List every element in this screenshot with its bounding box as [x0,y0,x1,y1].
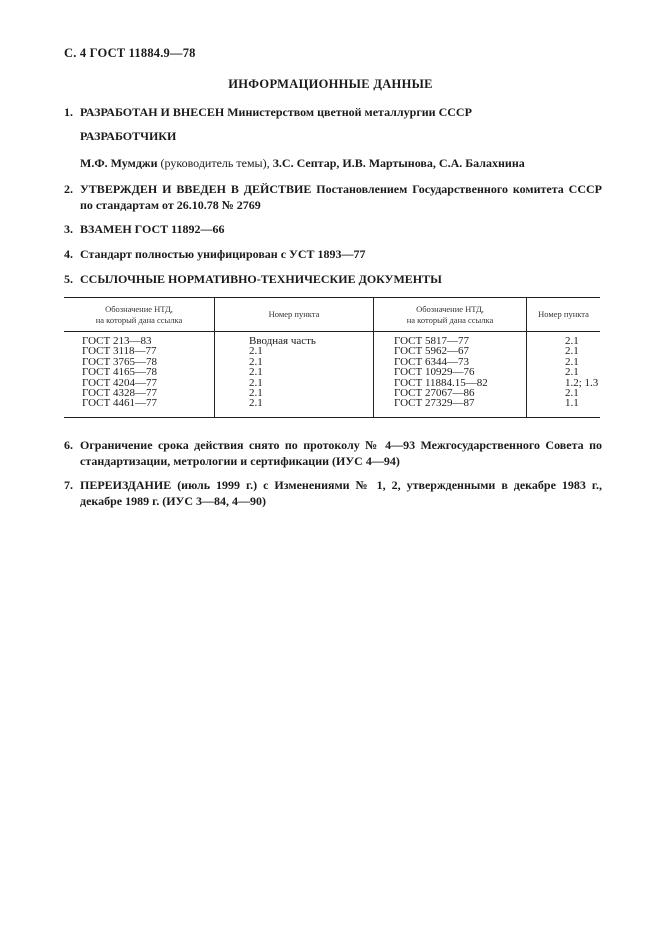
item-approved [64,181,602,213]
right-points-column [527,332,601,409]
table-cell: 1.2; 1.3 [565,376,599,389]
table-cell: Вводная часть [249,335,316,347]
developer-others: З.С. Септар, И.В. Мартынова, С.А. Балахнина [272,156,525,170]
table-cell: 2.1 [565,366,579,379]
developers-heading: РАЗРАБОТЧИКИ [80,129,177,143]
table-cell: 2.1 [565,387,579,400]
header-point-left: Номер пункта [215,298,374,332]
developer-role: (руководитель темы), [157,156,273,170]
table-cell: 2.1 [249,397,263,410]
item-number: 5. [64,272,73,286]
table-cell: ГОСТ 4204—77 [82,376,157,389]
header-line: на который дана ссылка [406,314,494,325]
table-cell: 2.1 [249,376,263,389]
table-cell: 2.1 [249,366,263,379]
item-number: 3. [64,222,73,236]
item-text: Стандарт полностью унифицирован с УСТ 1893—77 [80,247,366,261]
table-cell: 2.1 [249,345,263,358]
item-number: 6. [64,438,73,452]
item-references [64,271,602,287]
item-lead: УТВЕРЖДЕН И ВВЕДЕН В ДЕЙСТВИЕ [80,182,312,196]
section-title: ИНФОРМАЦИОННЫЕ ДАННЫЕ [228,77,433,91]
header-point-right: Номер пункта [527,298,601,332]
table-bottom-row [64,409,600,418]
table-cell: 2.1 [565,345,579,358]
item-number: 2. [64,182,73,196]
item-lead: РАЗРАБОТАН И ВНЕСЕН [80,105,225,119]
table-cell: ГОСТ 5817—77 [394,335,469,347]
table-header-row [64,298,600,332]
item-text: Министерством цветной металлургии СССР [224,105,472,119]
table-cell: ГОСТ 5962—67 [394,345,469,358]
table-cell: ГОСТ 4328—77 [82,387,157,400]
header-line: Обозначение НТД, [105,303,173,314]
table-cell: 2.1 [565,335,579,347]
table-cell: ГОСТ 11884.15—82 [394,376,488,389]
table-cell: 2.1 [249,387,263,400]
table-cell: ГОСТ 6344—73 [394,355,469,368]
right-docs-column [374,332,527,409]
item-text: ПЕРЕИЗДАНИЕ (июль 1999 г.) с Изменениями № 1, 2, утвержденными в декабре 1983 г., декабре 1989 г. (ИУС 3—84, 4—90) [80,478,602,508]
left-points-column [215,332,374,409]
table-cell: 2.1 [249,355,263,368]
header-line: на который дана ссылка [95,314,183,325]
table-body-row [64,332,600,409]
table-cell: ГОСТ 3118—77 [82,345,157,358]
header-doc-left [64,298,215,332]
item-text: ВЗАМЕН ГОСТ 11892—66 [80,222,225,236]
item-validity [64,437,602,469]
table-cell: ГОСТ 3765—78 [82,355,157,368]
table-cell: ГОСТ 4165—78 [82,366,157,379]
references-table [64,297,600,418]
item-reissue [64,477,602,509]
table-cell: ГОСТ 4461—77 [82,397,157,410]
developers-list [80,156,525,171]
item-number: 7. [64,478,73,492]
table-cell: ГОСТ 27329—87 [394,397,475,410]
table-cell: ГОСТ 213—83 [82,335,152,347]
table-cell: 1.1 [565,397,579,410]
table-cell: 2.1 [565,355,579,368]
item-number: 1. [64,105,73,119]
header-line: Обозначение НТД, [416,303,484,314]
left-docs-column [64,332,215,409]
item-text: Ограничение срока действия снято по протоколу № 4—93 Межгосударственного Совета по стандартизации, метрологии и сертификации (ИУС 4—94) [80,438,602,468]
table-cell: ГОСТ 10929—76 [394,366,475,379]
item-text: ССЫЛОЧНЫЕ НОРМАТИВНО-ТЕХНИЧЕСКИЕ ДОКУМЕНТЫ [80,272,442,286]
item-number: 4. [64,247,73,261]
developer-lead: М.Ф. Мумджи [80,156,158,170]
table-cell: ГОСТ 27067—86 [394,387,475,400]
page-header: С. 4 ГОСТ 11884.9—78 [64,46,196,60]
item-text: Постановлением Государственного комитета СССР по стандартам от 26.10.78 № 2769 [80,182,602,212]
item-replaces [64,221,602,237]
item-developed [64,104,602,120]
header-doc-right [374,298,527,332]
item-unified [64,246,602,262]
